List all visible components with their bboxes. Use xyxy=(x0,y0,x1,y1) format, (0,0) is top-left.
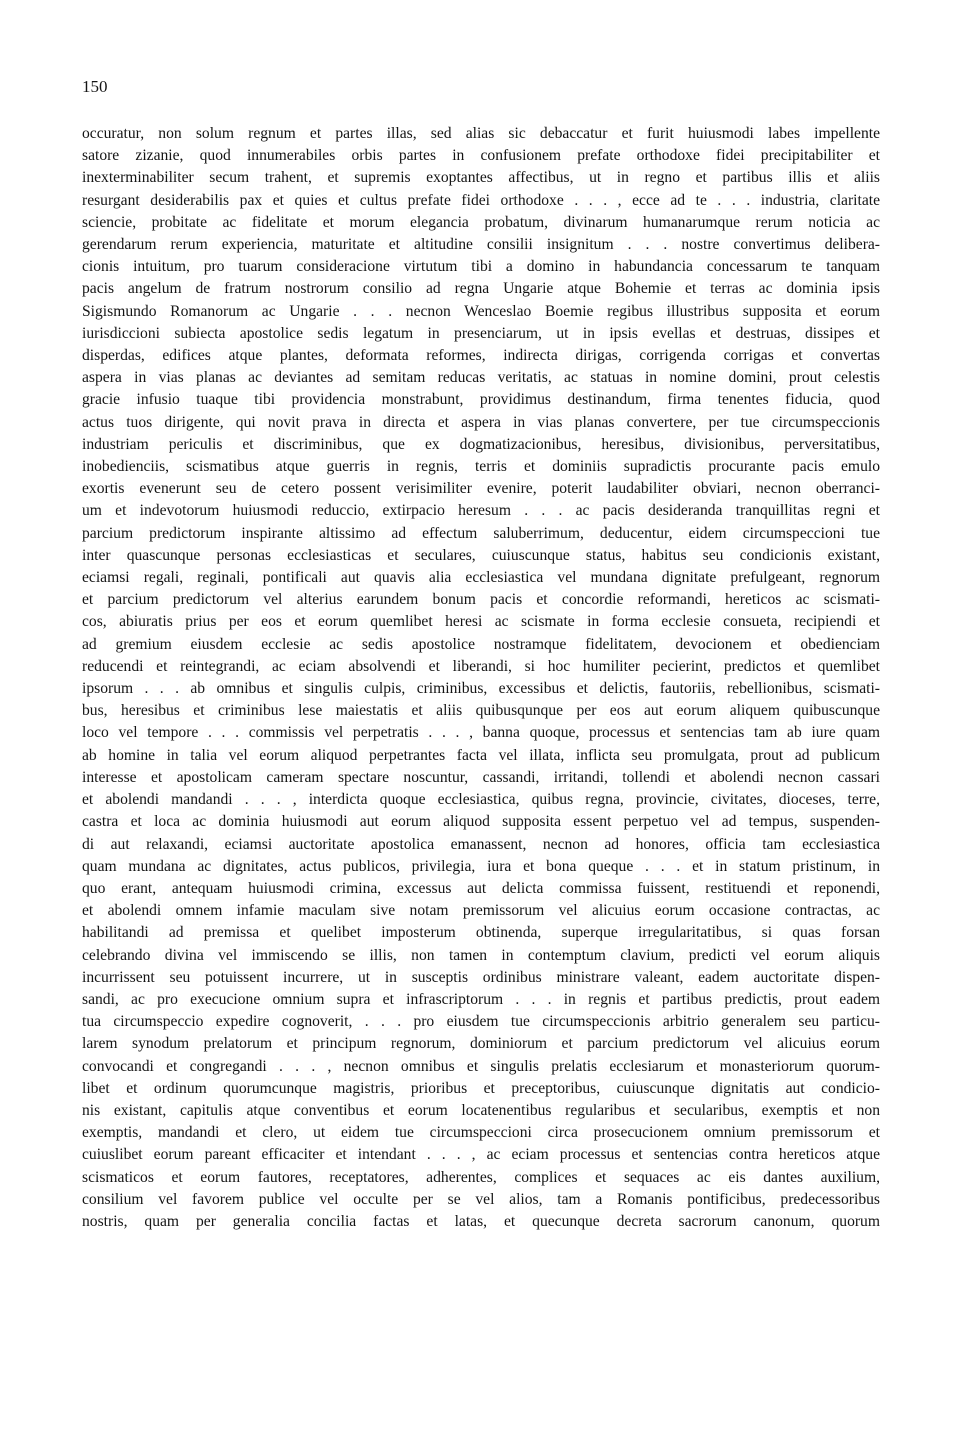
text-line: resurgant desiderabilis pax et quies et cultus prefate fidei orthodoxe . . . , ecce ad te . . . industria, claritate xyxy=(82,191,880,209)
text-line: consilium vel favorem publice vel occulte per se vel alios, tam a Romanis pontificibus, predecessoribus xyxy=(82,1190,880,1208)
text-line: inexterminabiliter secum trahent, et supremis exoptantes affectibus, ut in regno et partibus illis et aliis xyxy=(82,169,880,187)
text-line: et abolendi mandandi . . . , interdicta quoque ecclesiastica, quibus regna, provincie, civitates, dioceses, terre, xyxy=(82,791,880,809)
text-line: satore zizanie, quod innumerabiles orbis partes in confusionem prefate orthodoxe fidei precipitabiliter et xyxy=(82,147,880,165)
text-line: eciamsi regali, reginali, pontificali aut quavis alia ecclesiastica vel mundana dignitate prefulgeant, regnorum xyxy=(82,569,880,587)
text-line: ab homine in talia vel eorum aliquod perpetrantes facta vel illata, inflicta seu promulgata, prout ad publicum xyxy=(82,746,880,764)
text-line: castra et loca ac dominia huiusmodi aut eorum aliquod supposita essent perpetuo vel ad tempus, suspenden- xyxy=(82,813,880,831)
text-line: convocandi et congregandi . . . , necnon omnibus et singulis prelatis ecclesiarum et monasteriorum quorum- xyxy=(82,1057,880,1075)
text-line: exemptis, mandandi et clero, ut eidem tue circumspeccioni circa prosecucionem omnium premissorum et xyxy=(82,1124,880,1142)
text-line: exortis evenerunt seu de cetero possent verisimiliter evenire, poterit laudabiliter obviari, necnon oberranci- xyxy=(82,480,880,498)
page-number: 150 xyxy=(82,77,108,96)
text-line: cionis intuitum, pro tuarum consideracione virtutum tibi a domino in habundancia concessarum te tanquam xyxy=(82,258,880,276)
text-line: nostris, quam per generalia concilia factas et latas, et quecunque decreta sacrorum canonum, quorum xyxy=(82,1212,880,1230)
text-line: libet et ordinum quorumcunque magistris, prioribus et preceptoribus, cuiuscunque dignitatis aut condicio- xyxy=(82,1079,880,1097)
text-line: um et indevotorum huiusmodi reduccio, extirpacio heresum . . . ac pacis desideranda tranquillitas regni et xyxy=(82,502,880,520)
body-text xyxy=(82,123,880,1233)
text-line: habilitandi ad premissa et quelibet imposterum obtinenda, superque irregularitatibus, si quas forsan xyxy=(82,924,880,942)
text-line: ad gremium eiusdem ecclesie ac sedis apostolice nostramque fidelitatem, devocionem et obedienciam xyxy=(82,635,880,653)
text-line: et parcium predictorum vel alterius earundem bonum pacis et concordie reformandi, hereticos ac scismati- xyxy=(82,591,880,609)
text-line: industriam periculis et discriminibus, que ex dogmatizacionibus, heresibus, divisionibus, perversitatibus, xyxy=(82,435,880,453)
text-line: pacis angelum de fratrum nostrorum consilio ad regna Ungarie atque Bohemie et terras ac dominia ipsis xyxy=(82,280,880,298)
text-line: aspera in vias planas ac deviantes ad semitam reducas veritatis, ac statuas in nomine domini, prout celestis xyxy=(82,369,880,387)
text-line: Sigismundo Romanorum ac Ungarie . . . necnon Wenceslao Boemie regibus illustribus supposita et eorum xyxy=(82,302,880,320)
text-line: bus, heresibus et criminibus lese maiestatis et aliis quibusqunque per eos aut eorum aliquem quibuscunque xyxy=(82,702,880,720)
text-line: reducendi et reintegrandi, ac eciam absolvendi et liberandi, si hoc humiliter pecierint, predictos et quemlibet xyxy=(82,657,880,675)
text-line: di aut relaxandi, eciamsi auctoritate apostolica emanassent, necnon ad honores, officia tam ecclesiastica xyxy=(82,835,880,853)
text-line: iurisdiccioni subiecta apostolice sedis legatum in presenciarum, ut in ipsis evellas et destruas, dissipes et xyxy=(82,324,880,342)
text-line: parcium predictorum inspirante altissimo ad effectum saluberrimum, deducentur, eidem circumspeccioni tue xyxy=(82,524,880,542)
text-line: sciencie, probitate ac fidelitate et morum elegancia probatum, divinarum humanarumque rerum noticia ac xyxy=(82,213,880,231)
text-line: ipsorum . . . ab omnibus et singulis culpis, criminibus, excessibus et delictis, fautoriis, rebellionibus, scismati- xyxy=(82,680,880,698)
text-line: et abolendi omnem infamie maculam sive notam premissorum vel alicuius eorum occasione contractas, ac xyxy=(82,902,880,920)
text-line: scismaticos et eorum fautores, receptatores, adherentes, complices et sequaces ac eis dantes auxilium, xyxy=(82,1168,880,1186)
text-line: cuiuslibet eorum pareant efficaciter et intendant . . . , ac eciam processus et sentencias contra hereticos atque xyxy=(82,1146,880,1164)
text-line: incurrissent seu potuissent incurrere, ut in susceptis ordinibus ministrare valeant, eadem auctoritate dispen- xyxy=(82,968,880,986)
text-line: occuratur, non solum regnum et partes illas, sed alias sic debaccatur et furit huiusmodi labes impellente xyxy=(82,125,880,142)
text-line: loco vel tempore . . . commissis vel perpetratis . . . , banna quoque, processus et sentencias tam ab iure quam xyxy=(82,724,880,742)
text-line: interesse et apostolicam cameram spectare noscuntur, cassandi, irritandi, tollendi et abolendi necnon cassari xyxy=(82,768,880,786)
text-line: tua circumspeccio expedire cognoverit, . . . pro eiusdem tue circumspeccionis arbitrio generalem seu particu- xyxy=(82,1013,880,1031)
text-line: gracie infusio tuaque tibi providencia monstrabunt, providimus destinandum, firma tenentes fiducia, quod xyxy=(82,391,880,409)
text-line: gerendarum rerum experiencia, maturitate et altitudine consilii insignitum . . . nostre convertimus delibera- xyxy=(82,236,880,254)
text-line: inter quascunque personas ecclesiasticas et seculares, cuiuscunque status, habitus seu condicionis existant, xyxy=(82,546,880,564)
text-line: disperdas, edifices atque plantes, deformata reformes, indirecta dirigas, corrigenda corrigas et convertas xyxy=(82,347,880,365)
text-line: cos, abiuratis prius per eos et eorum quemlibet heresi ac scismate in forma ecclesie consueta, recipiendi et xyxy=(82,613,880,631)
text-line: celebrando divina vel immiscendo se illis, non tamen in contemptum clavium, predicti vel eorum aliquis xyxy=(82,946,880,964)
text-line: quo erant, antequam huiusmodi crimina, excessus aut delicta commissa fuissent, restituendi et reponendi, xyxy=(82,879,880,897)
text-line: sandi, ac pro execucione omnium supra et infrascriptorum . . . in regnis et partibus predictis, prout eadem xyxy=(82,990,880,1008)
text-line: inobedienciis, scismatibus atque guerris in regnis, terris et dominiis supradictis procurante pacis emulo xyxy=(82,458,880,476)
text-line: quam mundana ac dignitates, actus publicos, privilegia, iura et bona queque . . . et in statum pristinum, in xyxy=(82,857,880,875)
text-line: larem synodum prelatorum et principum regnorum, dominiorum et parcium predictorum vel alicuius eorum xyxy=(82,1035,880,1053)
text-line: nis existant, capitulis atque conventibus et eorum locatenentibus regularibus et secularibus, exemptis et non xyxy=(82,1101,880,1119)
text-line: actus tuos dirigente, qui novit prava in directa et aspera in vias planas convertere, per tue circumspeccionis xyxy=(82,413,880,431)
